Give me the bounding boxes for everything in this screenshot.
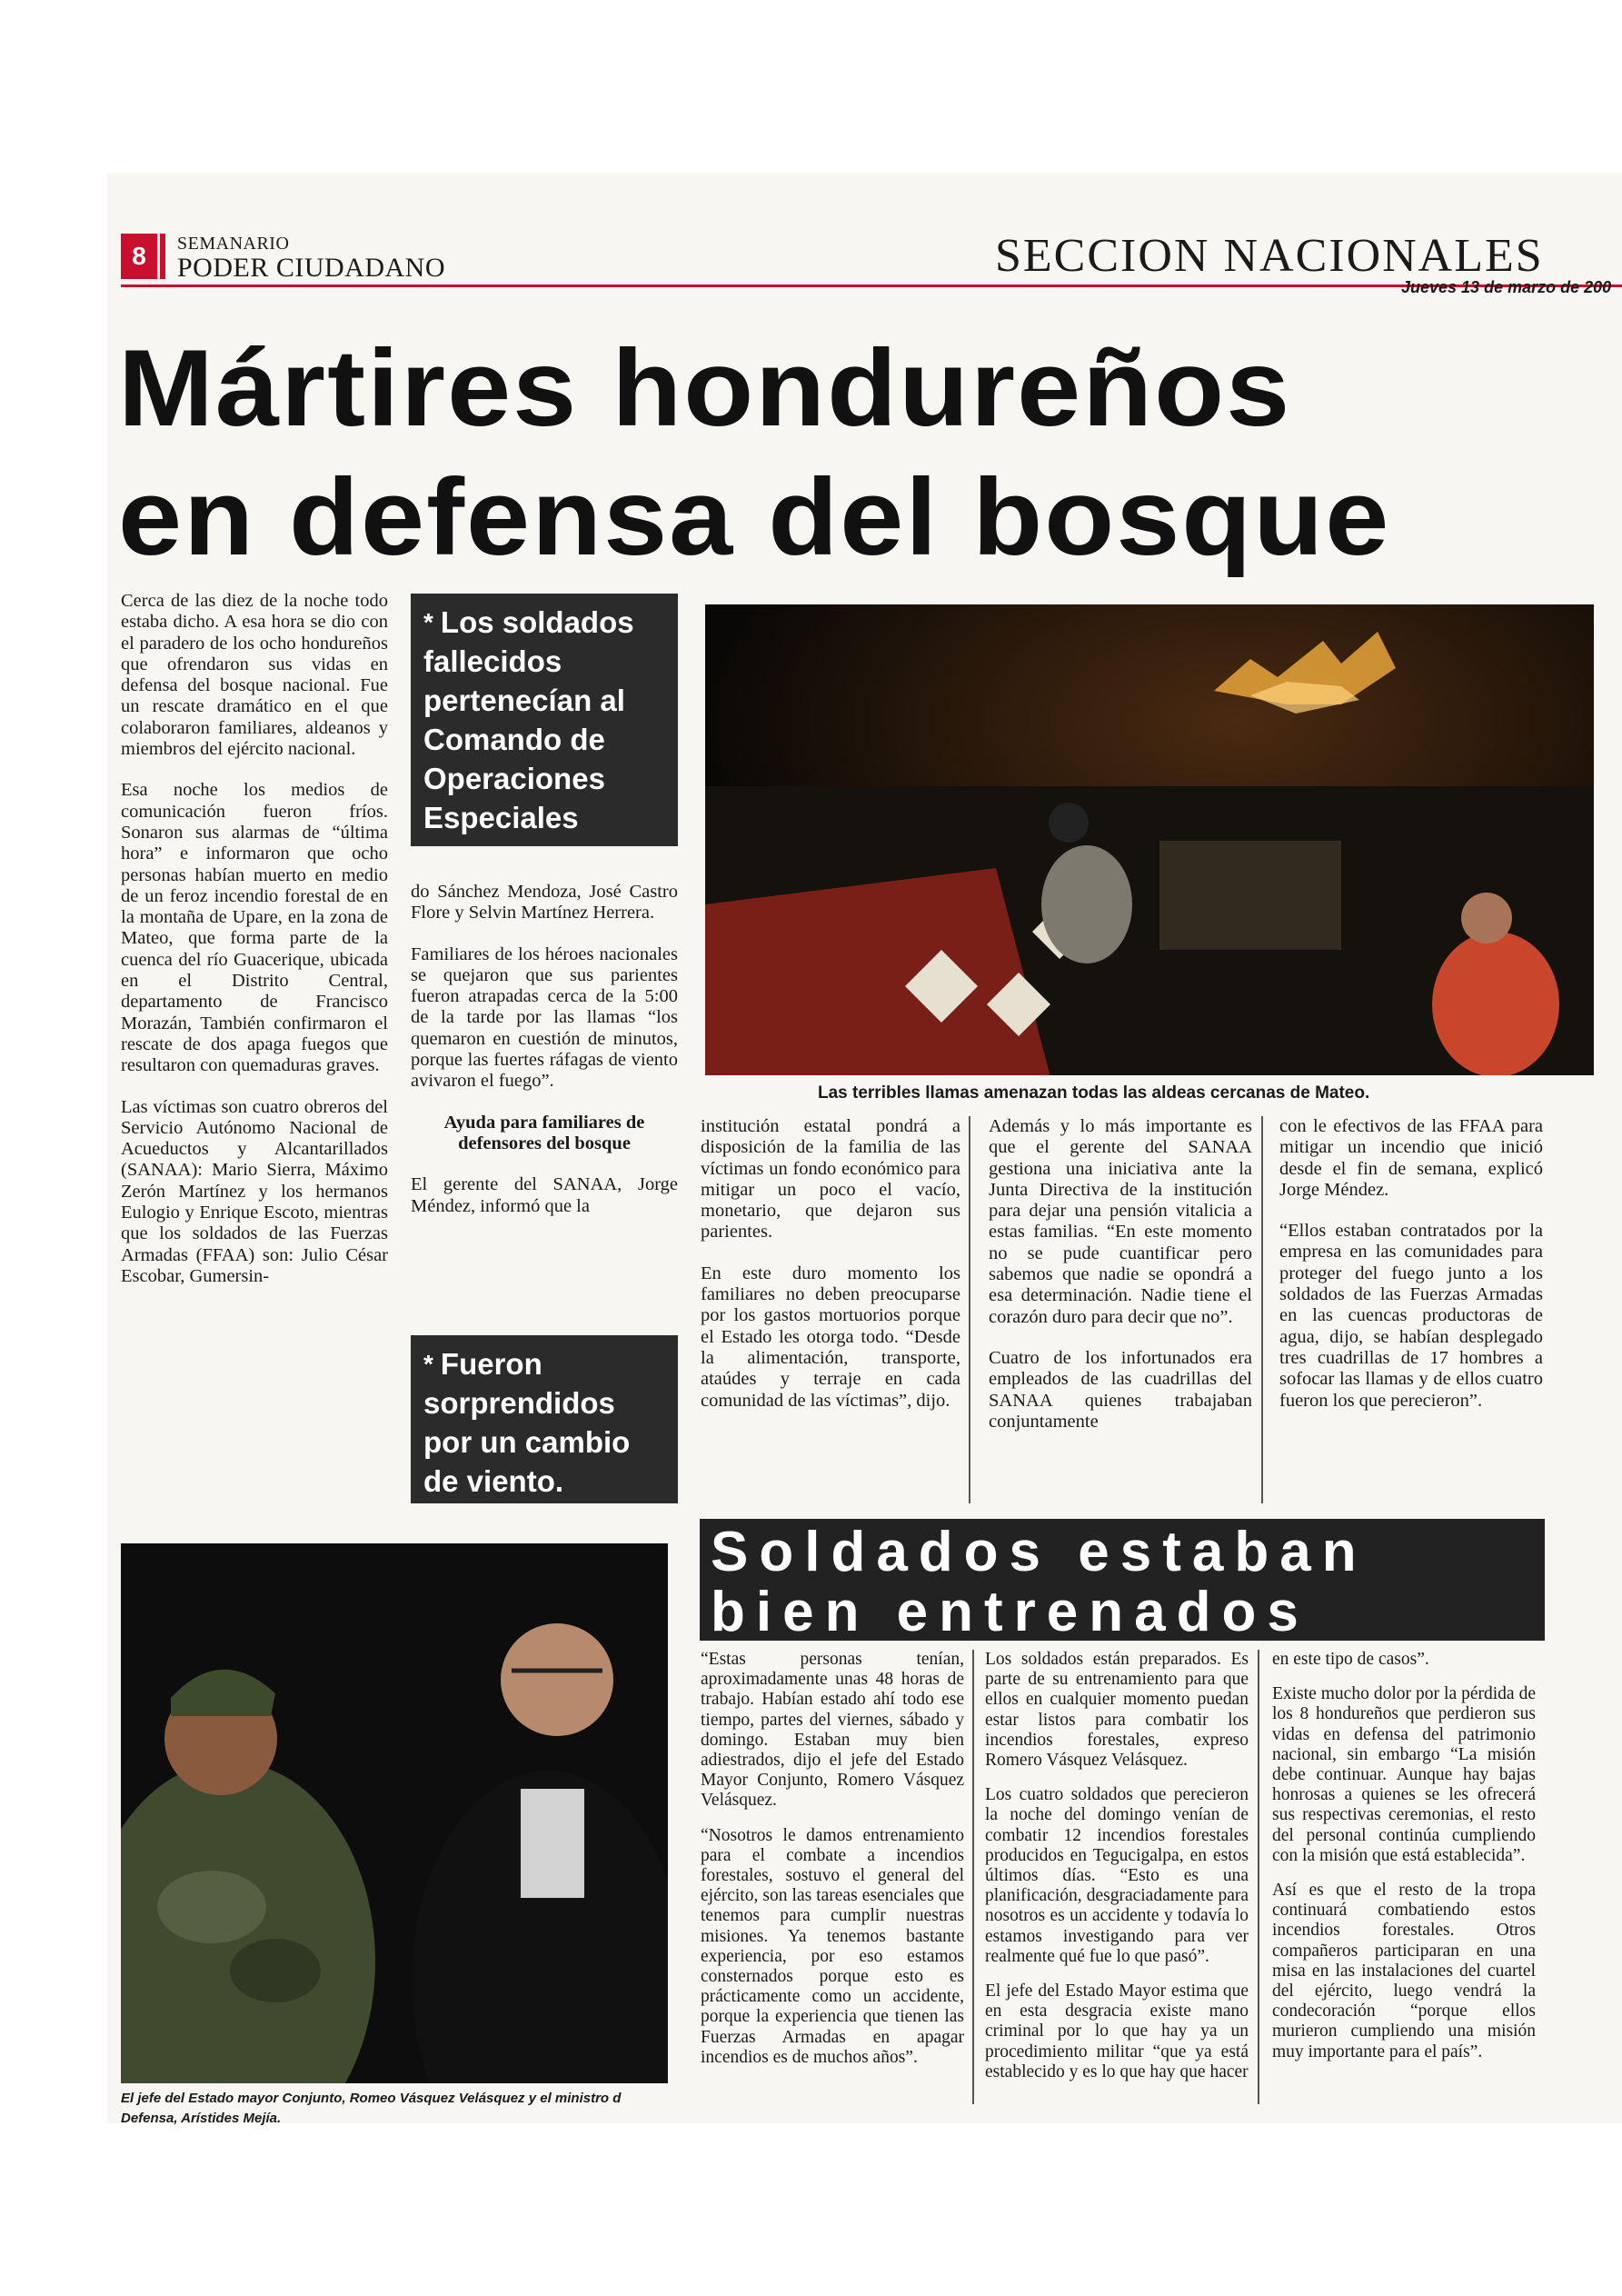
forest-fire-illustration — [705, 604, 1594, 1075]
article2-column2 — [985, 1650, 1249, 2097]
officials-photo-caption: El jefe del Estado mayor Conjunto, Romeo Vásquez Velásquez y el ministro d Defensa, Arístides Mejía. — [121, 2091, 622, 2126]
article1-column4 — [989, 1116, 1252, 1452]
paragraph: El jefe del Estado Mayor estima que en esta desgracia existe mano criminal por lo que hay ya un procedimiento militar “que ya está establecido y es lo que hay que hacer — [985, 1982, 1249, 2081]
masthead-divider — [160, 234, 165, 279]
paragraph: Esa noche los medios de comunicación fueron fríos. Sonaron sus alarmas de “última hora” e informaron que ocho personas habían muerto en medio de un feroz incendio forestal de en la montaña de Upare, en la zona de Mateo, que forma parte de la cuenca del río Guacerique, ubicada en el Distrito Central, departamento de Francisco Morazán, También confirmaron el rescate de dos apaga fuegos que resultaron con quemaduras graves. — [121, 780, 388, 1076]
page-number-badge: 8 — [121, 234, 157, 279]
fire-photo-caption: Las terribles llamas amenazan todas las aldeas cercanas de Mateo. — [818, 1083, 1370, 1103]
headline-line1: Mártires hondureños — [118, 326, 1292, 449]
paragraph: en este tipo de casos”. — [1272, 1650, 1429, 1669]
article1-column3 — [701, 1116, 960, 1432]
paragraph: Así es que el resto de la tropa continuará combatiendo estos incendios forestales. Otros compañeros participaran en una misa en las instalaciones del cuartel del ejército, luego vendrá la condecoración “porque ellos murieron cumpliendo una misión muy importante para el país”. — [1272, 1881, 1536, 2061]
publication-name — [177, 233, 445, 282]
paragraph: El gerente del SANAA, Jorge Méndez, informó que la — [411, 1174, 678, 1216]
asterisk-icon: * — [423, 1350, 433, 1378]
article2-column1 — [701, 1650, 964, 2082]
headline-line2: en defensa del bosque — [118, 455, 1391, 578]
article2-column3 — [1272, 1650, 1536, 2077]
column-rule — [972, 1650, 974, 2104]
paragraph: Los soldados están preparados. Es parte de su entrenamiento para que ellos en cualquier momento puedan estar listos para combatir los incendios forestales, expreso Romero Vásquez Velásquez. — [985, 1650, 1249, 1771]
asterisk-icon: * — [423, 608, 433, 636]
section-title: SECCION NACIONALES — [995, 230, 1544, 282]
paragraph: “Nosotros le damos entrenamiento para el combate a incendios forestales, sostuvo el general del ejército, son las tareas esenciales que tenemos para cumplir nuestras misiones. Ya tenemos bastante experiencia, por eso estamos consternados porque esto es prácticamente como un accidente, porque la experiencia que tienen las Fuerzas Armadas en apagar incendios es de muchos años”. — [701, 1825, 964, 2067]
column-rule — [969, 1116, 970, 1503]
paragraph: Los cuatro soldados que perecieron la noche del domingo venían de combatir 12 incendios forestales producidos en Tegucigalpa, en estos últimos días. “Esto es una planificación, desgraciadamente para nosotros es un accidente y todavía lo estamos investigando para ver realmente qué fue lo que pasó”. — [985, 1785, 1249, 1966]
paragraph: “Estas personas tenían, aproximadamente unas 48 horas de trabajo. Habían estado ahí todo ese tiempo, partes del viernes, sábado y domingo. Estaban muy bien adiestrados, dijo el jefe del Estado Mayor Conjunto, Romero Vásquez Velásquez. — [701, 1650, 964, 1811]
paragraph: do Sánchez Mendoza, José Castro Flore y Selvin Martínez Herrera. — [411, 882, 678, 923]
pull-quote-2-text: Fueron sorprendidos por un cambio de viento. — [423, 1347, 631, 1498]
paragraph: Además y lo más importante es que el gerente del SANAA gestiona una iniciativa ante la Junta Directiva de la institución para dejar una pensión vitalicia a estas familias. “En este momento no se pude cuantificar pero sabemos que nadie se opondrá a esa determinación. Nadie tiene el corazón duro para decir que no”. — [989, 1116, 1252, 1327]
paragraph: institución estatal pondrá a disposición de la familia de las víctimas un fondo económico para mitigar un poco el vacío, monetario, que dejaron sus parientes. — [701, 1116, 960, 1243]
publication-line2: PODER CIUDADANO — [177, 253, 446, 283]
article2-title-line1: Soldados estaban — [711, 1521, 1368, 1583]
masthead-rule — [121, 285, 1622, 287]
article1-column2 — [411, 882, 678, 1237]
publication-line1: SEMANARIO — [177, 234, 290, 254]
pull-quote-2 — [411, 1335, 678, 1503]
officials-photo — [121, 1543, 668, 2083]
forest-fire-photo — [705, 604, 1594, 1075]
article1-column1 — [121, 591, 388, 1307]
paragraph: “Ellos estaban contratados por la empresa en las comunidades para proteger del fuego junto a los soldados de las Fuerzas Armadas en las cuencas productoras de agua, dijo, se habían desplegado tres cuadrillas de 17 hombres a sofocar las llamas y de ellos cuatro fueron los que perecieron”. — [1279, 1221, 1543, 1411]
article1-column5 — [1279, 1116, 1543, 1432]
paragraph: Cuatro de los infortunados era empleados de las cuadrillas del SANAA quienes trabajaban conjuntamente — [989, 1347, 1252, 1432]
pull-quote-1-text: Los soldados fallecidos pertenecían al Comando de Operaciones Especiales — [423, 605, 634, 834]
paragraph: Cerca de las diez de la noche todo estaba dicho. A esa hora se dio con el paradero de los ocho hondureños que ofrendaron sus vidas en defensa del bosque nacional. Fue un rescate dramático en el que colaboraron familiares, aldeanos y miembros del ejército nacional. — [121, 591, 388, 760]
paragraph: Las víctimas son cuatro obreros del Servicio Autónomo Nacional de Acueductos y Alcantarillados (SANAA): Mario Sierra, Máximo Zerón Martínez y los hermanos Eulogio y Enrique Escoto, mientras que los soldados de las Fuerzas Armadas (FFAA) son: Julio César Escobar, Gumersin- — [121, 1096, 388, 1286]
column-rule — [1258, 1650, 1259, 2104]
paragraph: Familiares de los héroes nacionales se quejaron que sus parientes fueron atrapadas cerca de la 5:00 de la tarde por las llamas “los quemaron en cuestión de minutos, porque las fuertes ráfagas de viento avivaron el fuego”. — [411, 943, 678, 1092]
paragraph: Existe mucho dolor por la pérdida de los 8 hondureños que perdieron sus vidas en defensa del patrimonio nacional, sin embargo “La misión debe continuar. Aunque hay bajas honrosas a quienes se les ofrecerá sus respectivas ceremonias, el resto del personal continúa cumpliendo con la misión que está establecida”. — [1272, 1684, 1536, 1865]
article1-subtitle: Ayuda para familiares de defensores del bosque — [443, 1112, 645, 1153]
paragraph: con le efectivos de las FFAA para mitigar un incendio que inició desde el fin de semana, explicó Jorge Méndez. — [1279, 1116, 1543, 1200]
article2-title-line2: bien entrenados — [711, 1581, 1309, 1643]
pull-quote-1 — [411, 594, 678, 846]
issue-date: Jueves 13 de marzo de 200 — [1401, 278, 1612, 296]
paragraph: En este duro momento los familiares no deben preocuparse por los gastos mortuorios porque el Estado les otorga todo. “Desde la alimentación, transporte, ataúdes y terraje en cada comunidad de las víctimas”, dijo. — [701, 1263, 960, 1411]
column-rule — [1261, 1116, 1263, 1503]
article2-title — [700, 1519, 1545, 1641]
officials-illustration — [121, 1543, 668, 2083]
